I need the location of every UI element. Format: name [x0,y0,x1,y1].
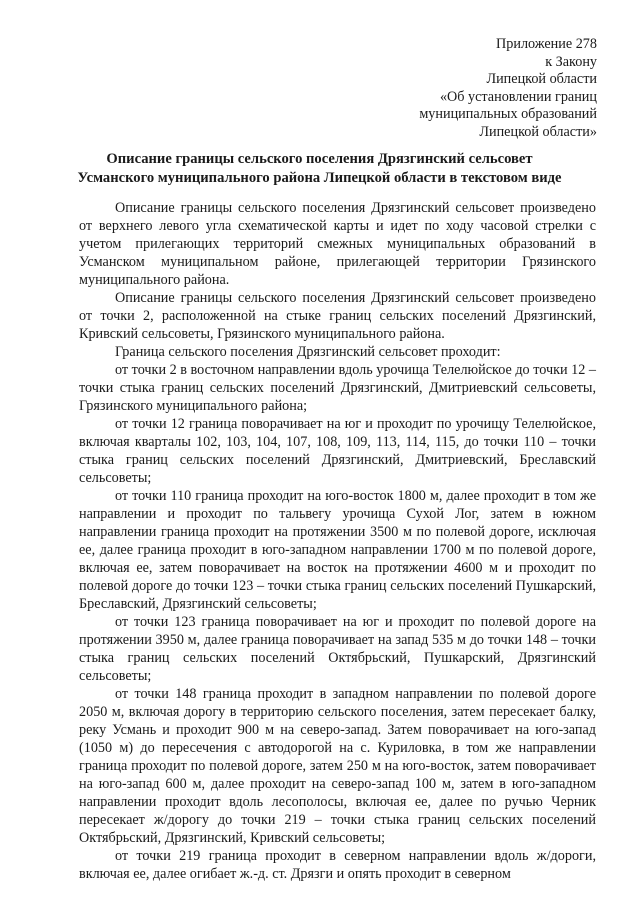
appendix-line: «Об установлении границ [439,88,597,105]
appendix-header [419,36,597,141]
document-body [79,199,596,883]
body-paragraph: от точки 219 граница проходит в северном направлении вдоль ж/дороги, включая ее, далее огибает ж.-д. ст. Дрязги и опять проходит в северном [79,848,596,882]
body-paragraph: от точки 123 граница поворачивает на юг и проходит по полевой дороге на протяжении 3950 м, далее граница поворачивает на запад 535 м до точки 148 – точки стыка границ сельских поселений Октябрьский, Пушкарский, Дрязгинский сельсоветы; [79,614,596,684]
body-paragraph: от точки 110 граница проходит на юго-восток 1800 м, далее проходит в том же направлении и проходит по тальвегу урочища Сухой Лог, затем в южном направлении граница проходит на протяжении 3500 м по полевой дороге, исключая ее, далее граница проходит в юго-западном направлении 1700 м по полевой дороге, включая ее, затем поворачивает на восток на протяжении 4600 м и проходит по полевой дороге до точки 123 – точки стыка границ сельских поселений Пушкарский, Бреславский, Дрязгинский сельсоветы; [79,488,596,612]
body-paragraph: от точки 12 граница поворачивает на юг и проходит по урочищу Телелюйское, включая кварталы 102, 103, 104, 107, 108, 109, 113, 114, 115, до точки 110 – точки стыка границ сельских поселений Дрязгинский, Дмитриевский, Бреславский сельсоветы; [79,416,596,486]
document-title [40,150,599,188]
appendix-line: Приложение 278 [496,36,597,52]
body-paragraph: Описание границы сельского поселения Дрязгинский сельсовет произведено от верхнего левого угла схематической карты и идет по ходу часовой стрелки с учетом прилегающих территорий смежных муниципальных образований в Усманском муниципальном районе, прилегающей территории Грязинского муниципального района. [79,200,596,288]
title-line: Описание границы сельского поселения Дрязгинский сельсовет [106,151,533,167]
body-paragraph: от точки 2 в восточном направлении вдоль урочища Телелюйское до точки 12 – точки стыка границ сельских поселений Дрязгинский, Дмитриевский сельсоветы, Грязинского муниципального района; [79,362,596,414]
appendix-line: к Закону [545,53,597,70]
appendix-line: Липецкой области» [479,123,597,140]
body-paragraph: от точки 148 граница проходит в западном направлении по полевой дороге 2050 м, включая дорогу в территорию сельского поселения, затем пересекает балку, реку Усмань и проходит 900 м на северо-запад. Затем поворачивает на юго-запад (1050 м) до пересечения с автодорогой на с. Куриловка, в том же направлении граница проходит по полевой дороге, затем 250 м на юго-восток, затем поворачивает на юго-запад 600 м, далее проходит на северо-запад 100 м, затем в юго-западном направлении проходит вдоль лесополосы, включая ее, далее по ручью Черник пересекает ж/дорогу до точки 219 – точки стыка границ сельских поселений Октябрьский, Дрязгинский, Кривский сельсоветы; [79,686,596,846]
appendix-line: муниципальных образований [419,106,597,122]
title-line: Усманского муниципального района Липецкой области в текстовом виде [77,170,562,186]
appendix-line: Липецкой области [486,71,597,87]
body-paragraph: Граница сельского поселения Дрязгинский сельсовет проходит: [115,344,501,360]
body-paragraph: Описание границы сельского поселения Дрязгинский сельсовет произведено от точки 2, расположенной на стыке границ сельских поселений Дрязгинский, Кривский сельсоветы, Грязинского муниципального района. [79,290,596,342]
